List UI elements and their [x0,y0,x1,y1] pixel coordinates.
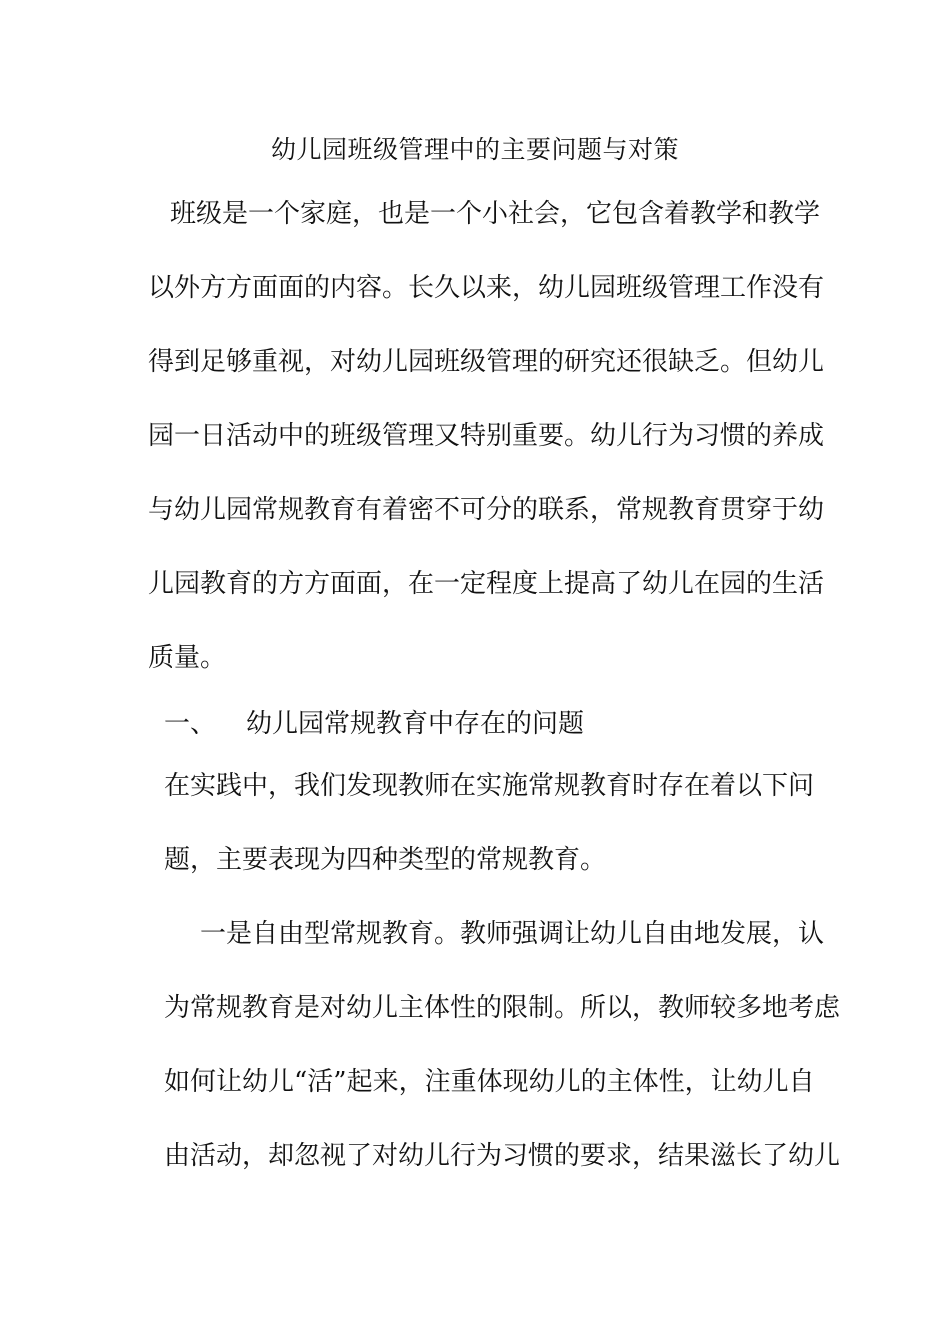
body-line: 在实践中，我们发现教师在实施常规教育时存在着以下问 [164,771,815,801]
body-line: 一是自由型常规教育。教师强调让幼儿自由地发展，认 [200,919,825,949]
body-line: 题，主要表现为四种类型的常规教育。 [164,845,607,875]
intro-line: 质量。 [148,643,227,673]
section-heading [164,704,584,744]
intro-line: 以外方方面面的内容。长久以来，幼儿园班级管理工作没有 [148,273,825,303]
section-number: 一、 [164,709,217,739]
intro-line: 得到足够重视，对幼儿园班级管理的研究还很缺乏。但幼儿 [148,347,825,377]
section-title: 幼儿园常规教育中存在的问题 [246,709,585,739]
document-title: 幼儿园班级管理中的主要问题与对策 [270,135,679,164]
intro-line: 儿园教育的方方面面，在一定程度上提高了幼儿在园的生活 [148,569,825,599]
intro-line: 班级是一个家庭，也是一个小社会，它包含着教学和教学 [170,199,821,229]
body-line: 由活动，却忽视了对幼儿行为习惯的要求，结果滋长了幼儿 [164,1141,841,1171]
body-line: 如何让幼儿“活”起来，注重体现幼儿的主体性，让幼儿自 [164,1067,815,1097]
intro-line: 与幼儿园常规教育有着密不可分的联系，常规教育贯穿于幼 [148,495,825,525]
intro-line: 园一日活动中的班级管理又特别重要。幼儿行为习惯的养成 [148,421,825,451]
body-line: 为常规教育是对幼儿主体性的限制。所以，教师较多地考虑 [164,993,841,1023]
